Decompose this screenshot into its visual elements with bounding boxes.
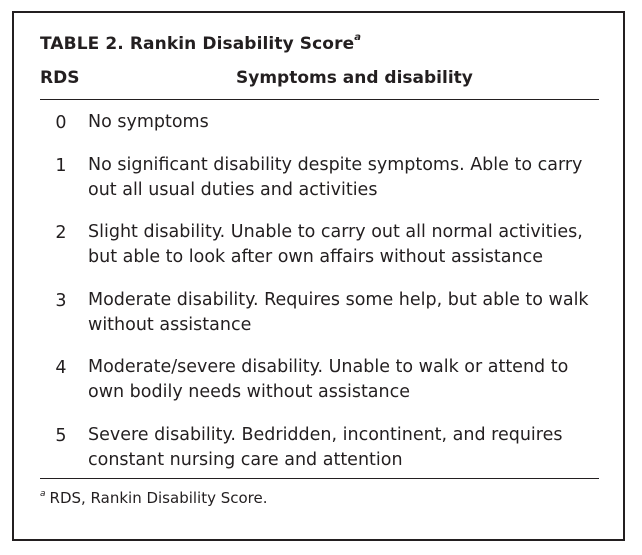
header-rule: [40, 99, 599, 100]
footnote-text: RDS, Rankin Disability Score.: [49, 489, 268, 507]
table-footnote: [40, 489, 268, 507]
row-description-0: No symptoms: [88, 112, 209, 132]
row-description-3: Moderate disability. Requires some help, but able to walk without assistance: [88, 290, 589, 335]
row-score-1: 1: [55, 156, 67, 176]
table-title-text: TABLE 2. Rankin Disability Score: [40, 34, 355, 54]
footnote-marker: a: [40, 489, 46, 499]
row-description-4: Moderate/severe disability. Unable to walk or attend to own bodily needs without assistance: [88, 357, 569, 402]
row-score-2: 2: [55, 223, 67, 243]
column-header-symptoms: Symptoms and disability: [236, 68, 473, 88]
row-score-0: 0: [55, 113, 67, 133]
row-description-1: No significant disability despite symptoms. Able to carry out all usual duties and activities: [88, 155, 583, 200]
table-bottom-rule: [40, 478, 599, 479]
column-header-rds: RDS: [40, 68, 80, 88]
table-title: [40, 34, 361, 54]
title-footnote-marker: a: [354, 32, 362, 43]
row-description-5: Severe disability. Bedridden, incontinent, and requires constant nursing care and attention: [88, 425, 563, 470]
row-score-5: 5: [55, 426, 67, 446]
row-description-2: Slight disability. Unable to carry out all normal activities, but able to look after own affairs without assistance: [88, 222, 583, 267]
row-score-4: 4: [55, 358, 67, 378]
row-score-3: 3: [55, 291, 67, 311]
